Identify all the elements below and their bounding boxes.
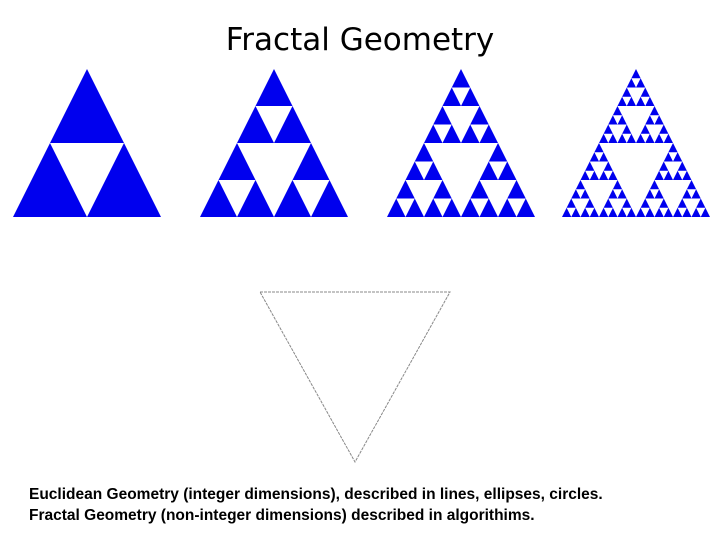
caption <box>29 484 709 526</box>
slide-title: Fractal Geometry <box>225 22 495 58</box>
euclidean-triangle-outline <box>260 292 450 462</box>
sierpinski-triangle-level-2 <box>199 68 349 218</box>
sierpinski-triangle-level-1 <box>12 68 162 218</box>
sierpinski-triangle-level-4 <box>561 68 711 218</box>
caption-line-fractal: Fractal Geometry (non-integer dimensions) described in algorithims. <box>29 507 535 524</box>
caption-line-euclidean: Euclidean Geometry (integer dimensions), described in lines, ellipses, circles. <box>29 486 603 503</box>
sierpinski-triangle-level-3 <box>386 68 536 218</box>
euclidean-inverted-triangle <box>258 290 452 464</box>
